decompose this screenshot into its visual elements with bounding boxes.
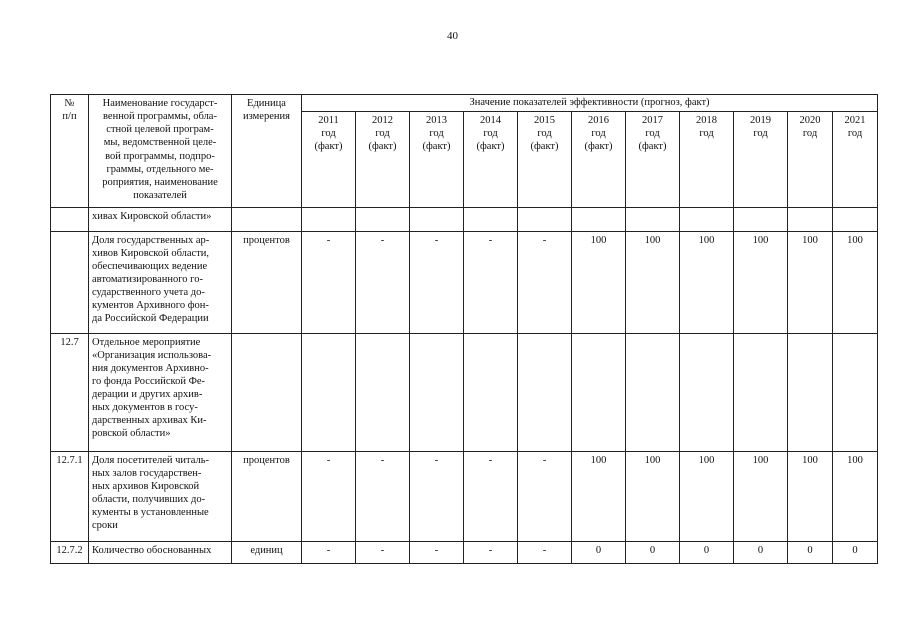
row-value [518,207,572,231]
row-value [788,207,833,231]
table-row [51,451,878,541]
row-value [302,207,356,231]
row-value: - [356,541,410,563]
row-value [356,207,410,231]
row-value [626,333,680,451]
row-value [833,333,878,451]
row-value: 100 [788,451,833,541]
row-value: 100 [734,451,788,541]
table-row [51,541,878,563]
row-number [51,231,89,333]
row-value [680,333,734,451]
header-year: 2012 год (факт) [356,111,410,207]
row-value: - [464,451,518,541]
row-value: - [518,231,572,333]
row-value: 100 [572,451,626,541]
header-row-top [51,95,878,112]
header-year: 2015 год (факт) [518,111,572,207]
row-value: - [464,231,518,333]
row-name: Доля государственных ар- хивов Кировской области, обеспечивающих ведение автоматизированного го- сударственного учета до- кументов Архивного фон- да Российской Федерации [89,231,232,333]
row-value: - [302,231,356,333]
header-unit: Единица измерения [232,95,302,208]
table-row [51,333,878,451]
table-row [51,231,878,333]
header-year: 2019 год [734,111,788,207]
row-value [464,207,518,231]
row-value: - [518,541,572,563]
row-value: 0 [680,541,734,563]
row-value: 100 [680,451,734,541]
row-value: 100 [833,451,878,541]
header-year: 2021 год [833,111,878,207]
row-name: Отдельное мероприятие «Организация использова- ния документов Архивно- го фонда Российской Фе- дерации и других архив- ных документов в госу- дарственных архивах Ки- ровской области» [89,333,232,451]
row-value: 0 [788,541,833,563]
row-value [680,207,734,231]
row-unit [232,207,302,231]
row-number: 12.7.1 [51,451,89,541]
row-value [464,333,518,451]
row-value: 0 [734,541,788,563]
row-value [356,333,410,451]
row-value [572,333,626,451]
row-value: 0 [626,541,680,563]
row-value [626,207,680,231]
row-name: Количество обоснованных [89,541,232,563]
row-unit [232,333,302,451]
row-unit: процентов [232,231,302,333]
header-name: Наименование государст- венной программы, обла- стной целевой програм- мы, ведомственной целе- вой программы, подпро- граммы, отдельного ме- роприятия, наименование показателей [89,95,232,208]
row-value [518,333,572,451]
row-value: - [410,541,464,563]
row-value: 100 [626,231,680,333]
row-number: 12.7 [51,333,89,451]
row-number [51,207,89,231]
row-value: 0 [833,541,878,563]
row-value: - [356,231,410,333]
row-value [788,333,833,451]
row-number: 12.7.2 [51,541,89,563]
row-value: - [356,451,410,541]
row-value [734,333,788,451]
row-value: - [518,451,572,541]
row-value: 100 [833,231,878,333]
header-year: 2016 год (факт) [572,111,626,207]
row-value [734,207,788,231]
header-year: 2020 год [788,111,833,207]
row-value: - [464,541,518,563]
row-value [572,207,626,231]
row-value: 100 [734,231,788,333]
row-value [833,207,878,231]
row-value: 100 [788,231,833,333]
row-value: 100 [572,231,626,333]
row-value: 100 [626,451,680,541]
row-name: хивах Кировской области» [89,207,232,231]
row-value [410,333,464,451]
row-value [410,207,464,231]
header-year: 2018 год [680,111,734,207]
row-unit: процентов [232,451,302,541]
header-year: 2013 год (факт) [410,111,464,207]
header-year: 2017 год (факт) [626,111,680,207]
row-value: - [302,541,356,563]
page-number: 40 [447,30,458,42]
row-value: 0 [572,541,626,563]
row-value: - [410,231,464,333]
row-value: - [410,451,464,541]
header-year: 2014 год (факт) [464,111,518,207]
header-num: № п/п [51,95,89,208]
row-value: 100 [680,231,734,333]
table-row [51,207,878,231]
row-unit: единиц [232,541,302,563]
row-value: - [302,451,356,541]
row-value [302,333,356,451]
row-name: Доля посетителей читаль- ных залов государствен- ных архивов Кировской области, получивших до- кументы в установленные сроки [89,451,232,541]
header-values-span: Значение показателей эффективности (прогноз, факт) [302,95,878,112]
indicators-table [50,94,878,564]
header-year: 2011 год (факт) [302,111,356,207]
